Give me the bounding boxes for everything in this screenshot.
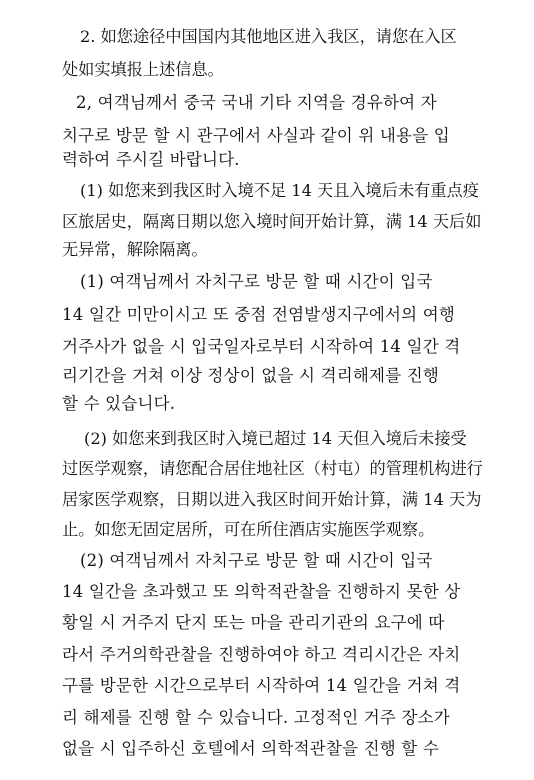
text-line: 居家医学观察，日期以进入我区时间开始计算，满 14 天为	[62, 490, 482, 509]
text-line: 2. 如您途径中国国内其他地区进入我区，请您在入区	[80, 27, 457, 46]
text-line: 过医学观察，请您配合居住地社区（村屯）的管理机构进行	[62, 459, 483, 478]
text-line: 리기간을 거쳐 이상 정상이 없을 시 격리해제를 진행	[62, 366, 440, 385]
text-line: 구를 방문한 시간으로부터 시작하여 14 일간을 거쳐 격	[62, 676, 461, 695]
text-line: 라서 주거의학관찰을 진행하여야 하고 격리시간은 자치	[62, 645, 461, 664]
text-line: (2) 如您来到我区时入境已超过 14 天但入境后未接受	[84, 429, 467, 448]
text-line: 无异常，解除隔离。	[62, 240, 208, 259]
text-line: 치구로 방문 할 시 관구에서 사실과 같이 위 내용을 입	[62, 126, 450, 145]
text-line: 없을 시 입주하신 호텔에서 의학적관찰을 진행 할 수	[62, 739, 440, 758]
text-line: 止。如您无固定居所，可在所住酒店实施医学观察。	[62, 520, 435, 539]
text-line: 력하여 주시길 바랍니다.	[62, 150, 240, 169]
text-line: (1) 여객님께서 자치구로 방문 할 때 시간이 입국	[80, 272, 433, 291]
text-line: 황일 시 거주지 단지 또는 마을 관리기관의 요구에 따	[62, 613, 445, 632]
text-line: 거주사가 없을 시 입국일자로부터 시작하여 14 일간 격	[62, 337, 461, 356]
text-line: 할 수 있습니다.	[62, 394, 176, 413]
text-line: 2, 여객님께서 중국 국내 기타 지역을 경유하여 자	[76, 93, 437, 112]
text-line: 区旅居史，隔离日期以您入境时间开始计算，满 14 天后如	[62, 212, 482, 231]
text-line: (1) 如您来到我区时入境不足 14 天且入境后未有重点疫	[80, 181, 479, 200]
text-line: 处如实填报上述信息。	[62, 60, 224, 79]
text-line: 14 일간 미만이시고 또 중점 전염발생지구에서의 여행	[62, 305, 455, 324]
text-line: (2) 여객님께서 자치구로 방문 할 때 시간이 입국	[80, 551, 433, 570]
text-line: 리 해제를 진행 할 수 있습니다. 고정적인 거주 장소가	[62, 708, 450, 727]
text-line: 14 일간을 초과했고 또 의학적관찰을 진행하지 못한 상	[62, 582, 461, 601]
